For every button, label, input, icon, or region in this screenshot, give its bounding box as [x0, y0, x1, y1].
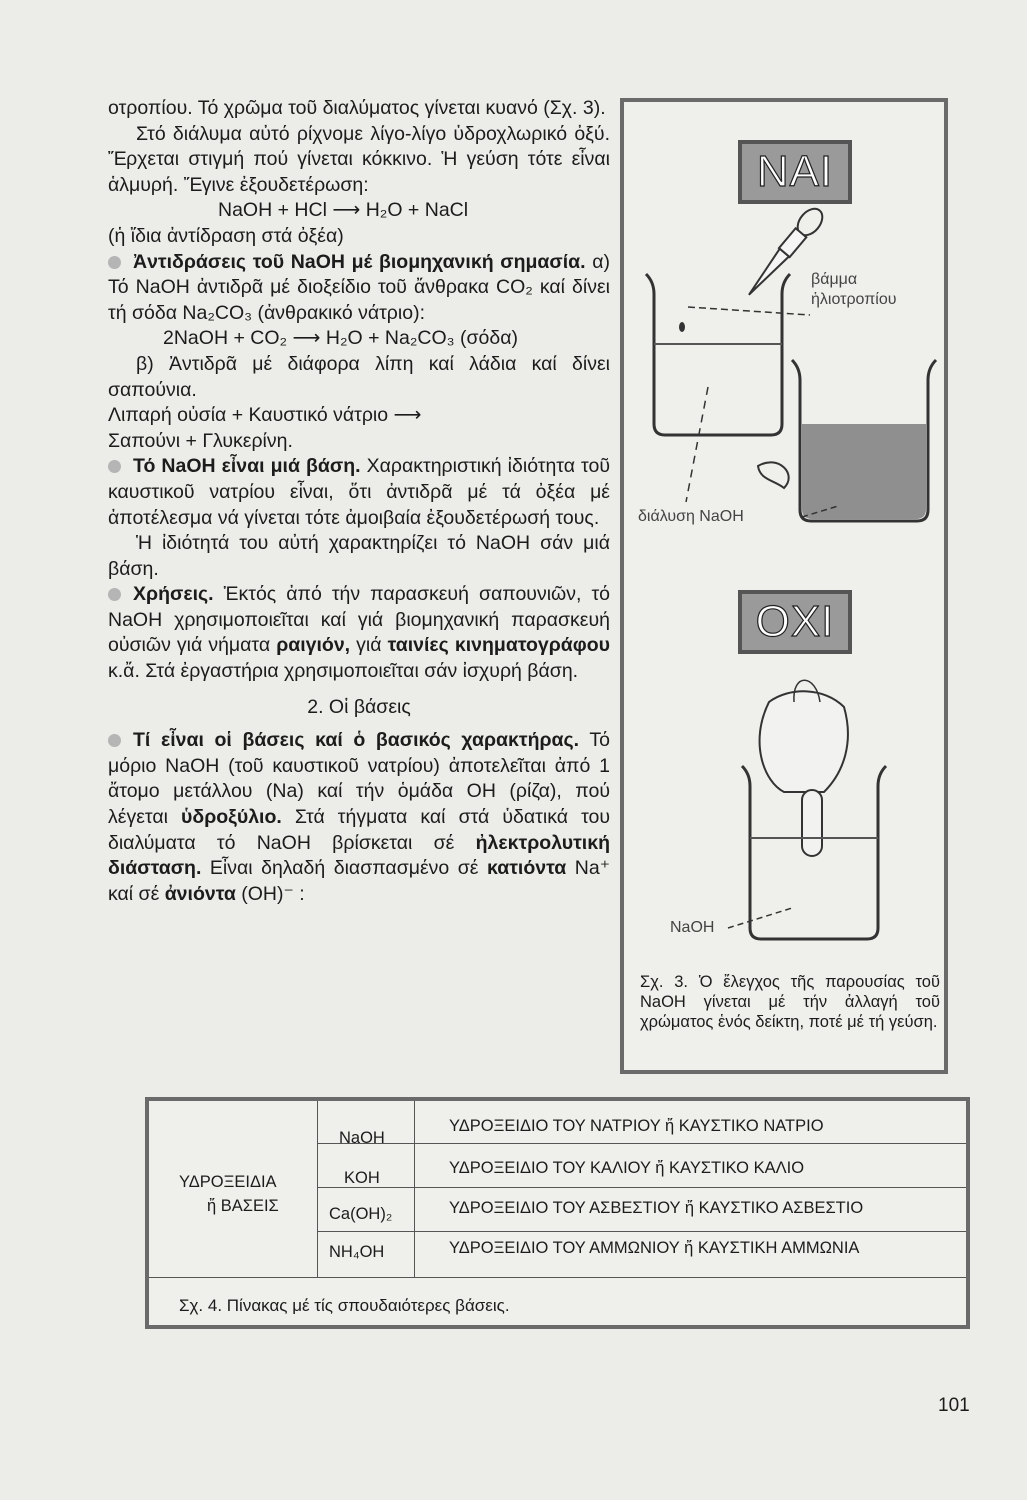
- hand-pointing-icon: [760, 680, 848, 856]
- paragraph-text: Εἶναι δηλαδή διασπασμένο σέ: [209, 857, 479, 880]
- bullet-dot: [108, 460, 121, 473]
- table-group-label: ΥΔΡΟΞΕΙΔΙΑ: [179, 1173, 277, 1191]
- paragraph: [108, 250, 610, 327]
- paragraph: [108, 582, 610, 684]
- table-group-label: ἤ ΒΑΣΕΙΣ: [207, 1197, 279, 1215]
- paragraph: Στό διάλυμα αὐτό ρίχνομε λίγο-λίγο ὑδροχλωρικό ὀξύ. Ἔρχεται στιγμή πού γίνεται κόκκινο. Ἡ γεύση τότε εἶναι ἁλμυρή. Ἔγινε ἐξουδετέρωση:: [108, 122, 610, 196]
- equation-soda: 2NaOH + CO₂ ⟶ H₂O + Na₂CO₃ (σόδα): [163, 327, 518, 350]
- table-name: ΥΔΡΟΞΕΙΔΙΟ ΤΟΥ ΝΑΤΡΙΟΥ ἤ ΚΑΥΣΤΙΚΟ ΝΑΤΡΙΟ: [449, 1117, 824, 1135]
- paragraph-text: γιά: [356, 634, 382, 657]
- label-naoh-solution: διάλυση NaOH: [638, 508, 744, 525]
- paragraph-text: κ.ἄ. Στά ἐργαστήρια χρησιμοποιεῖται σάν ἰσχυρή βάση.: [108, 660, 579, 683]
- table-row-rule: [317, 1187, 966, 1188]
- word-equation: Λιπαρή οὐσία + Καυστικό νάτριο ⟶: [108, 404, 422, 427]
- paragraph-text: Τό μόριο NaOH (τοῦ καυστικοῦ νατρίου) ἀποτελεῖται ἀπό 1 ἄτομο μετάλλου (Na) καί τήν ὁμάδα OH (ρίζα), πού λέγεται: [108, 729, 610, 829]
- heading-industrial-reactions: Ἀντιδράσεις τοῦ NaOH μέ βιομηχανική σημασία.: [133, 250, 586, 273]
- paragraph-text: Na⁺ καί σέ: [108, 857, 611, 905]
- equation-neutralization: NaOH + HCl ⟶ H₂O + NaCl: [218, 199, 469, 222]
- emphasis-cations: κατιόντα: [487, 857, 567, 880]
- label-litmus-1: βάμμα: [811, 271, 858, 288]
- paragraph: [108, 728, 610, 907]
- paragraph: οτροπίου. Τό χρῶμα τοῦ διαλύματος γίνεται κυανό (Σχ. 3).: [108, 97, 606, 119]
- label-naoh: NaOH: [670, 919, 715, 936]
- table-name: ΥΔΡΟΞΕΙΔΙΟ ΤΟΥ ΚΑΛΙΟΥ ἤ ΚΑΥΣΤΙΚΟ ΚΑΛΙΟ: [449, 1159, 805, 1177]
- table-formula: KOH: [344, 1169, 380, 1187]
- figure-caption: Σχ. 3. Ὁ ἔλεγχος τῆς παρουσίας τοῦ NaOH γίνεται μέ τήν ἀλλαγή τοῦ χρώματος ἑνός δείκτη, ποτέ μέ τή γεύση.: [640, 973, 940, 1031]
- paragraph-text: Ἐκτός ἀπό τήν παρασκευή σαπουνιῶν, τό NaOH χρησιμοποιεῖται καί γιά βιομηχανική παρασκευή οὐσιῶν γιά νήματα: [108, 583, 611, 657]
- paragraph: (ἡ ἴδια ἀντίδραση στά ὀξέα): [108, 224, 344, 247]
- figure-indicator-test: [620, 98, 948, 1074]
- text-column: [108, 96, 610, 907]
- table-row-rule: [317, 1143, 966, 1144]
- bullet-dot: [108, 256, 121, 269]
- paragraph-text: (OH)⁻ :: [241, 882, 305, 905]
- heading-what-are-bases: Τί εἶναι οἱ βάσεις καί ὁ βασικός χαρακτήρας.: [133, 729, 580, 752]
- drop-icon: [679, 322, 685, 332]
- emphasis-anions: ἀνιόντα: [164, 882, 236, 905]
- paragraph: Ἡ ἰδιότητά του αὐτή χαρακτηρίζει τό NaOH σάν μιά βάση.: [108, 532, 610, 580]
- emphasis-films: ταινίες κινηματογράφου: [387, 634, 610, 657]
- table-row-rule: [317, 1231, 966, 1232]
- transform-arrow-icon: [758, 462, 789, 488]
- heading-uses: Χρήσεις.: [133, 583, 214, 606]
- table-name: ΥΔΡΟΞΕΙΔΙΟ ΤΟΥ ΑΜΜΩΝΙΟΥ ἤ ΚΑΥΣΤΙΚΗ ΑΜΜΩΝΙΑ: [449, 1239, 860, 1257]
- page-number: 101: [938, 1395, 970, 1416]
- beaker-right-icon: [792, 360, 936, 521]
- table-divider: [317, 1101, 318, 1277]
- heading-base: Τό NaOH εἶναι μιά βάση.: [133, 455, 361, 478]
- paragraph-text: Χαρακτηριστική ἰδιότητα τοῦ καυστικοῦ νατρίου εἶναι, ὅτι ἀντιδρᾶ μέ τά ὀξέα μέ ἀποτέλεσμα νά γίνεται τότε ἀμοιβαία ἐξουδετέρωσή τους.: [108, 455, 610, 529]
- word-equation: Σαπούνι + Γλυκερίνη.: [108, 429, 293, 452]
- label-litmus-2: ἡλιοτροπίου: [811, 291, 897, 308]
- table-formula: NaOH: [339, 1129, 385, 1147]
- emphasis-hydroxyl: ὑδροξύλιο.: [181, 806, 282, 829]
- bullet-dot: [108, 588, 121, 601]
- emphasis-rayon: ραιγιόν,: [276, 634, 351, 657]
- table-bottom-rule: [149, 1277, 966, 1278]
- label-yes-text: NAI: [756, 147, 834, 196]
- table-caption: Σχ. 4. Πίνακας μέ τίς σπουδαιότερες βάσεις.: [179, 1296, 510, 1315]
- paragraph: [108, 454, 610, 531]
- section-title: 2. Οἱ βάσεις: [307, 695, 411, 718]
- bases-table: [145, 1097, 970, 1329]
- table-name: ΥΔΡΟΞΕΙΔΙΟ ΤΟΥ ΑΣΒΕΣΤΙΟΥ ἤ ΚΑΥΣΤΙΚΟ ΑΣΒΕΣΤΙΟ: [449, 1199, 864, 1217]
- label-no-text: OXI: [755, 597, 835, 646]
- paragraph-text: Στά τήγματα καί στά ὑδατικά του διαλύματα τό NaOH βρίσκεται σέ: [108, 806, 611, 854]
- paragraph: β) Ἀντιδρᾶ μέ διάφορα λίπη καί λάδια καί δίνει σαπούνια.: [108, 352, 610, 401]
- paragraph-text: α) Τό NaOH ἀντιδρᾶ μέ διοξείδιο τοῦ ἄνθρακα CO₂ καί δίνει τή σόδα Na₂CO₃ (ἀνθρακικό νάτριο):: [108, 250, 611, 324]
- table-formula: Ca(OH)₂: [329, 1205, 393, 1223]
- emphasis-dissociation: ἠλεκτρολυτική διάσταση.: [108, 831, 610, 880]
- bullet-dot: [108, 734, 121, 747]
- table-formula: NH₄OH: [329, 1243, 385, 1261]
- beaker-left-icon: [646, 274, 790, 435]
- label-no: [738, 590, 852, 654]
- table-divider: [414, 1101, 415, 1277]
